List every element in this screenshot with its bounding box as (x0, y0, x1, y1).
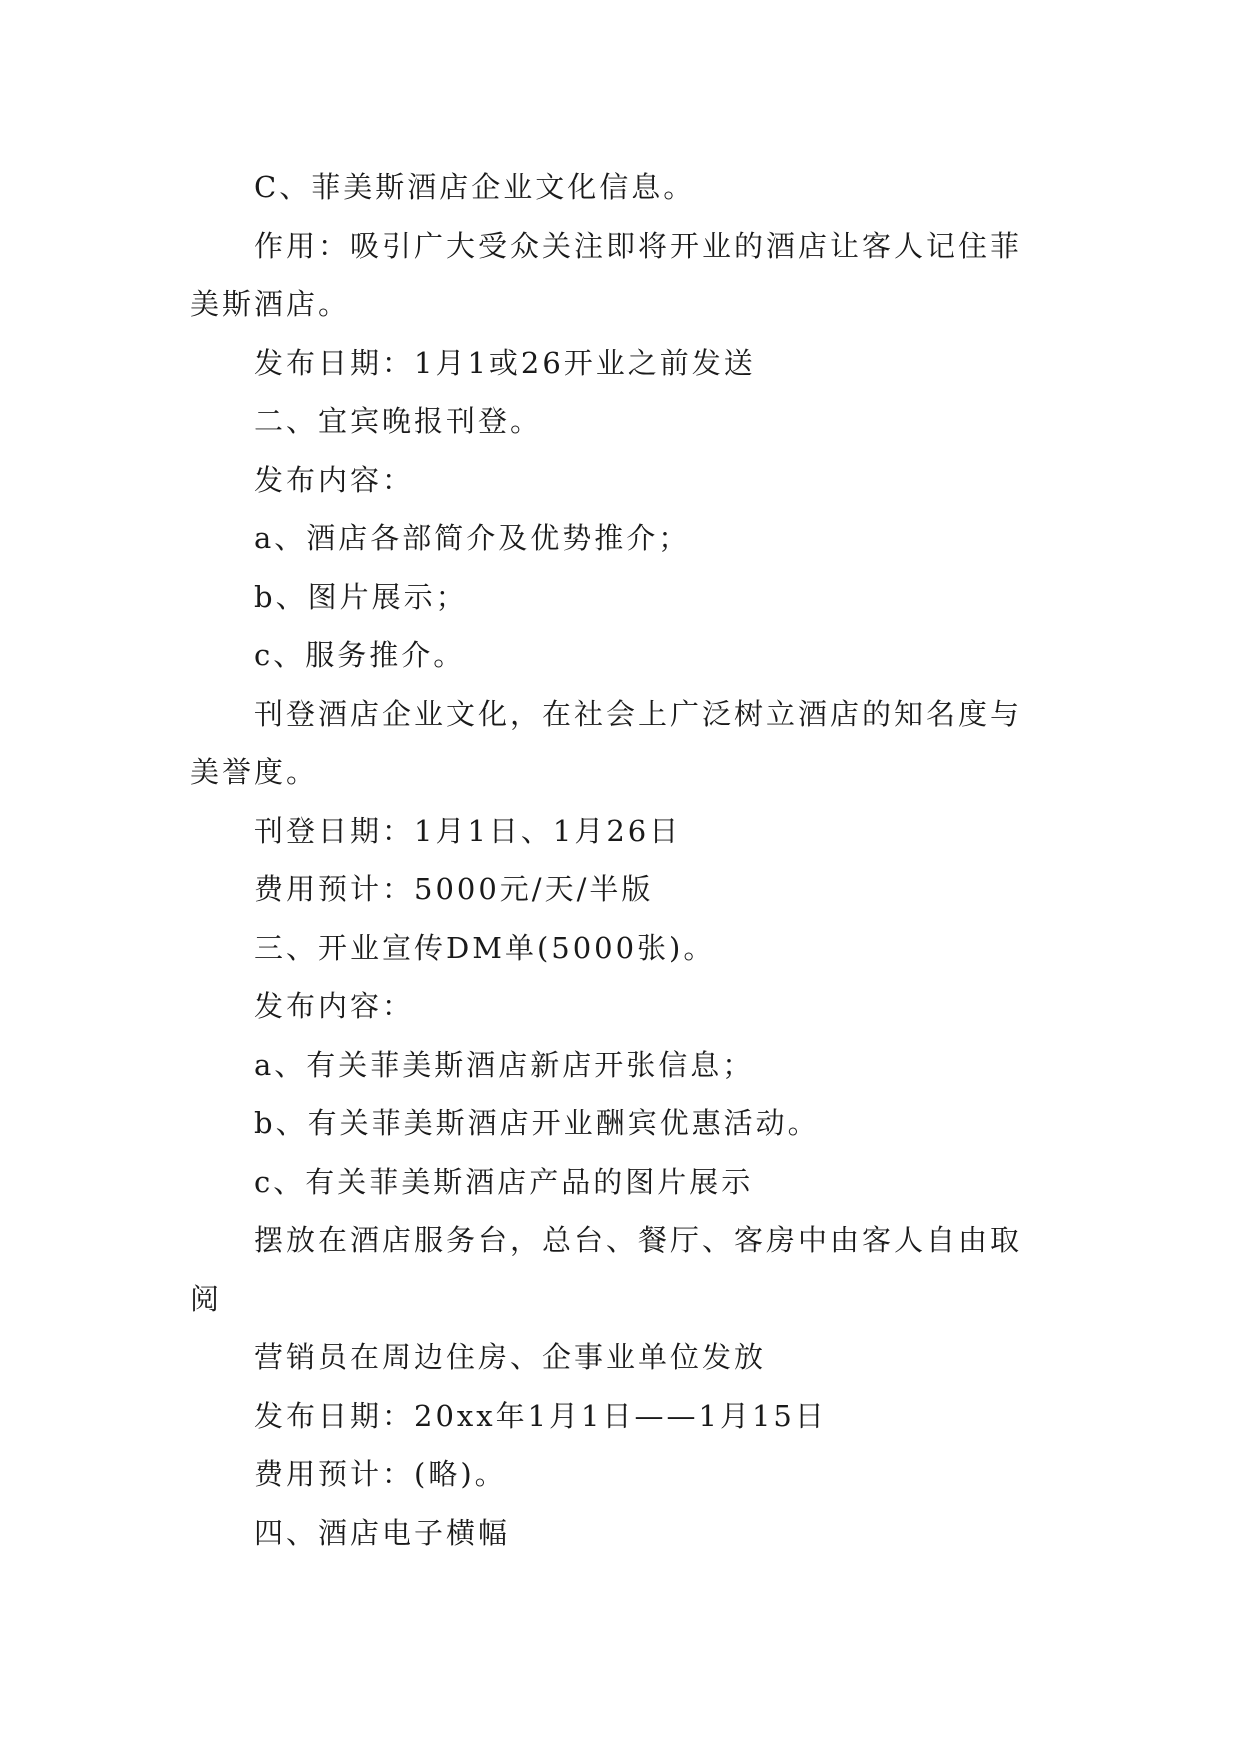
paragraph: C、菲美斯酒店企业文化信息。 (254, 170, 696, 204)
section-heading: 二、宜宾晚报刊登。 (254, 404, 543, 438)
document-body (190, 158, 1052, 1562)
paragraph: 发布日期：20xx年1月1日——1月15日 (254, 1398, 827, 1433)
paragraph: 摆放在酒店服务台，总台、餐厅、客房中由客人自由取阅 (190, 1223, 1023, 1316)
list-item: a、酒店各部简介及优势推介； (254, 521, 691, 555)
section-heading: 三、开业宣传DM单(5000张)。 (254, 930, 716, 965)
paragraph: 营销员在周边住房、企事业单位发放 (254, 1340, 767, 1374)
paragraph: 作用：吸引广大受众关注即将开业的酒店让客人记住菲美斯酒店。 (190, 228, 1023, 321)
list-item: c、服务推介。 (254, 638, 466, 672)
paragraph: 发布日期：1月1或26开业之前发送 (254, 345, 756, 380)
list-item: b、有关菲美斯酒店开业酬宾优惠活动。 (254, 1106, 820, 1140)
paragraph: 费用预计：5000元/天/半版 (254, 872, 654, 906)
paragraph: 发布内容： (254, 989, 415, 1023)
paragraph: 刊登日期：1月1日、1月26日 (254, 813, 682, 848)
paragraph: 刊登酒店企业文化，在社会上广泛树立酒店的知名度与美誉度。 (190, 696, 1023, 789)
paragraph: 发布内容： (254, 462, 415, 497)
list-item: c、有关菲美斯酒店产品的图片展示 (254, 1164, 754, 1199)
section-heading: 四、酒店电子横幅 (254, 1515, 511, 1550)
paragraph: 费用预计：(略)。 (254, 1457, 507, 1491)
list-item: a、有关菲美斯酒店新店开张信息； (254, 1047, 755, 1082)
list-item: b、图片展示； (254, 579, 468, 614)
